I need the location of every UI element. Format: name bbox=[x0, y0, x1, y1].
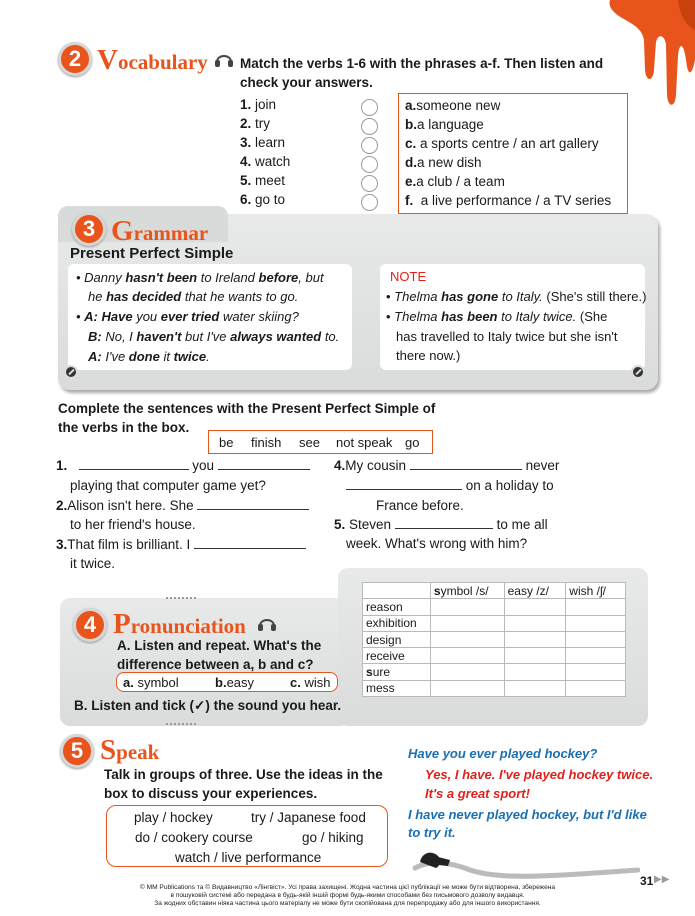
list-item: f. a live performance / a TV series bbox=[405, 193, 612, 208]
answer-circle[interactable] bbox=[361, 99, 378, 116]
table-row bbox=[363, 664, 626, 680]
table-row bbox=[363, 599, 626, 615]
list-item: e.a club / a team bbox=[405, 174, 505, 189]
blank-field[interactable] bbox=[194, 537, 306, 549]
idea-item: go / hiking bbox=[302, 830, 364, 845]
sentence-line: on a holiday to bbox=[346, 478, 554, 493]
tick-cell[interactable] bbox=[566, 680, 626, 696]
copyright-line: © MM Publications та © Видавництво «Лінгвіст». Усі права захищені. Жодна частина цієї публікації не може бути відтворена, збережена bbox=[139, 884, 556, 891]
table-row bbox=[363, 583, 626, 599]
answer-circle[interactable] bbox=[361, 137, 378, 154]
grammar-examples-box bbox=[68, 264, 352, 370]
word-cell: design bbox=[363, 631, 431, 647]
word-cell: reason bbox=[363, 599, 431, 615]
pin-icon bbox=[631, 365, 645, 379]
section-number-badge: 5 bbox=[60, 734, 94, 768]
idea-item: do / cookery course bbox=[135, 830, 253, 845]
list-item: 3. learn bbox=[240, 135, 286, 150]
dialogue-line: I have never played hockey, but I'd like bbox=[408, 807, 647, 822]
title-initial: P bbox=[113, 608, 131, 640]
page-number: 31 bbox=[640, 874, 654, 888]
tick-cell[interactable] bbox=[504, 615, 566, 631]
sound-option: a. symbol bbox=[123, 675, 179, 690]
sentence-line: 3.That film is brilliant. I bbox=[56, 537, 306, 552]
tick-cell[interactable] bbox=[430, 631, 504, 647]
dialogue-line: to try it. bbox=[408, 825, 456, 840]
title-rest: ronunciation bbox=[130, 614, 246, 638]
sound-options-box bbox=[116, 672, 338, 692]
sentence-line: 5. Steven to me all bbox=[334, 517, 548, 532]
box-word: go bbox=[405, 435, 420, 450]
sound-table bbox=[362, 582, 626, 697]
note-line: there now.) bbox=[396, 348, 461, 363]
sentence-line: week. What's wrong with him? bbox=[346, 536, 528, 551]
idea-item: try / Japanese food bbox=[251, 810, 366, 825]
dialogue-example bbox=[408, 746, 683, 846]
list-item: 6. go to bbox=[240, 192, 286, 207]
table-row bbox=[363, 631, 626, 647]
sentence-line: to her friend's house. bbox=[70, 517, 196, 532]
blank-field[interactable] bbox=[410, 458, 522, 470]
box-word: be bbox=[219, 435, 234, 450]
phrase-box bbox=[398, 93, 628, 214]
pronunciation-instruction-a: A. Listen and repeat. What's the difference between a, b and c? bbox=[117, 638, 322, 672]
sentence-line: 4.My cousin never bbox=[334, 458, 560, 473]
speak-instruction: Talk in groups of three. Use the ideas in the box to discuss your experiences. bbox=[104, 767, 383, 801]
exercise-instruction: Complete the sentences with the Present Perfect Simple of the verbs in the box. bbox=[58, 401, 436, 435]
list-item: c. a sports centre / an art gallery bbox=[405, 136, 599, 151]
sentences-right bbox=[334, 458, 584, 553]
hockey-stick-decoration bbox=[410, 842, 640, 884]
speak-title bbox=[100, 734, 159, 767]
section-number-badge: 3 bbox=[72, 212, 106, 246]
divider-dots bbox=[166, 597, 196, 603]
example-line: • Danny hasn't been to Ireland before, but bbox=[76, 270, 324, 285]
note-line: • Thelma has gone to Italy. (She's still there.) bbox=[386, 289, 647, 304]
blank-field[interactable] bbox=[79, 458, 189, 470]
sentences-left bbox=[56, 458, 316, 573]
tick-cell[interactable] bbox=[566, 599, 626, 615]
sentence-line: playing that computer game yet? bbox=[70, 478, 266, 493]
tick-cell[interactable] bbox=[504, 631, 566, 647]
answer-circle[interactable] bbox=[361, 175, 378, 192]
list-item: 1. join bbox=[240, 97, 277, 112]
blank-field[interactable] bbox=[197, 498, 309, 510]
table-row bbox=[363, 648, 626, 664]
sentence-line: France before. bbox=[376, 498, 464, 513]
box-word: not speak bbox=[336, 435, 393, 450]
title-initial: G bbox=[111, 215, 134, 247]
tick-cell[interactable] bbox=[566, 615, 626, 631]
tick-cell[interactable] bbox=[504, 664, 566, 680]
word-cell: mess bbox=[363, 680, 431, 696]
tick-cell[interactable] bbox=[504, 599, 566, 615]
tick-cell[interactable] bbox=[566, 648, 626, 664]
tick-cell[interactable] bbox=[430, 599, 504, 615]
copyright-notice bbox=[50, 884, 645, 909]
list-item: a.someone new bbox=[405, 98, 501, 113]
example-line: he has decided that he wants to go. bbox=[88, 289, 299, 304]
list-item: 5. meet bbox=[240, 173, 286, 188]
copyright-line: За жодних обставин ніяка частина цього матеріалу не може бути скопійована для перепродажу або для іншого використання. bbox=[154, 900, 541, 908]
next-page-icon: ▶▶ bbox=[654, 874, 670, 885]
answer-circle[interactable] bbox=[361, 118, 378, 135]
note-label: NOTE bbox=[390, 269, 427, 284]
note-line: has travelled to Italy twice but she isn't bbox=[396, 329, 618, 344]
example-line: A: I've done it twice. bbox=[88, 349, 210, 364]
dialogue-line: It's a great sport! bbox=[425, 786, 530, 801]
table-header-cell: wish /ʃ/ bbox=[566, 583, 626, 599]
table-header-cell: easy /z/ bbox=[504, 583, 566, 599]
sound-option: c. wish bbox=[290, 675, 331, 690]
grammar-note-box bbox=[380, 264, 645, 370]
table-row bbox=[363, 680, 626, 696]
list-item: 4. watch bbox=[240, 154, 291, 169]
sentence-line: 2.Alison isn't here. She bbox=[56, 498, 309, 513]
tick-cell[interactable] bbox=[566, 631, 626, 647]
note-line: • Thelma has been to Italy twice. (She bbox=[386, 309, 608, 324]
sound-option: b.easy bbox=[215, 675, 255, 690]
table-row bbox=[363, 615, 626, 631]
table-header-cell: symbol /s/ bbox=[430, 583, 504, 599]
vocabulary-title bbox=[97, 44, 208, 77]
grammar-subtitle: Present Perfect Simple bbox=[70, 245, 234, 262]
tick-cell[interactable] bbox=[430, 664, 504, 680]
tick-cell[interactable] bbox=[430, 680, 504, 696]
word-cell: sure bbox=[363, 664, 431, 680]
title-rest: peak bbox=[116, 740, 160, 764]
title-initial: V bbox=[97, 44, 118, 76]
dialogue-line: Yes, I have. I've played hockey twice. bbox=[425, 767, 654, 782]
sentence-line: 1. you bbox=[56, 458, 310, 473]
list-item: d.a new dish bbox=[405, 155, 482, 170]
headphones-icon bbox=[214, 50, 234, 68]
answer-circle[interactable] bbox=[361, 194, 378, 211]
blank-field[interactable] bbox=[218, 458, 310, 470]
list-item: b.a language bbox=[405, 117, 484, 132]
headphones-icon bbox=[257, 614, 277, 632]
vocabulary-instruction: Match the verbs 1-6 with the phrases a-f. Then listen and check your answers. bbox=[240, 56, 604, 90]
sentence-line: it twice. bbox=[70, 556, 116, 571]
tick-cell[interactable] bbox=[504, 648, 566, 664]
dialogue-line: Have you ever played hockey? bbox=[408, 746, 598, 761]
pin-icon bbox=[64, 365, 78, 379]
box-word: finish bbox=[251, 435, 282, 450]
example-line: B: No, I haven't but I've always wanted to. bbox=[88, 329, 340, 344]
title-initial: S bbox=[100, 734, 117, 766]
word-cell: receive bbox=[363, 648, 431, 664]
divider-dots bbox=[166, 723, 196, 729]
answer-circle[interactable] bbox=[361, 156, 378, 173]
blank-field[interactable] bbox=[346, 478, 462, 490]
table-header-cell bbox=[363, 583, 431, 599]
pronunciation-instruction-b: B. Listen and tick (✓) the sound you hear. bbox=[74, 698, 342, 713]
grammar-title bbox=[111, 215, 208, 248]
title-rest: rammar bbox=[133, 221, 209, 245]
idea-item: watch / live performance bbox=[175, 850, 322, 865]
section-number-badge: 2 bbox=[58, 42, 92, 76]
word-box bbox=[208, 430, 433, 454]
title-rest: ocabulary bbox=[117, 50, 208, 74]
word-cell: exhibition bbox=[363, 615, 431, 631]
box-word: see bbox=[299, 435, 320, 450]
list-item: 2. try bbox=[240, 116, 271, 131]
tick-cell[interactable] bbox=[566, 664, 626, 680]
sound-table-wrap bbox=[362, 582, 626, 697]
idea-item: play / hockey bbox=[134, 810, 213, 825]
example-line: • A: Have you ever tried water skiing? bbox=[76, 309, 299, 324]
tick-cell[interactable] bbox=[504, 680, 566, 696]
tick-cell[interactable] bbox=[430, 648, 504, 664]
section-number-badge: 4 bbox=[73, 608, 107, 642]
copyright-line: в пошуковій системі або передана в будь-якій іншій формі будь-якими способами без письмового дозволу видавця. bbox=[170, 892, 525, 900]
tick-cell[interactable] bbox=[430, 615, 504, 631]
ideas-box bbox=[106, 805, 388, 867]
blank-field[interactable] bbox=[395, 517, 493, 529]
